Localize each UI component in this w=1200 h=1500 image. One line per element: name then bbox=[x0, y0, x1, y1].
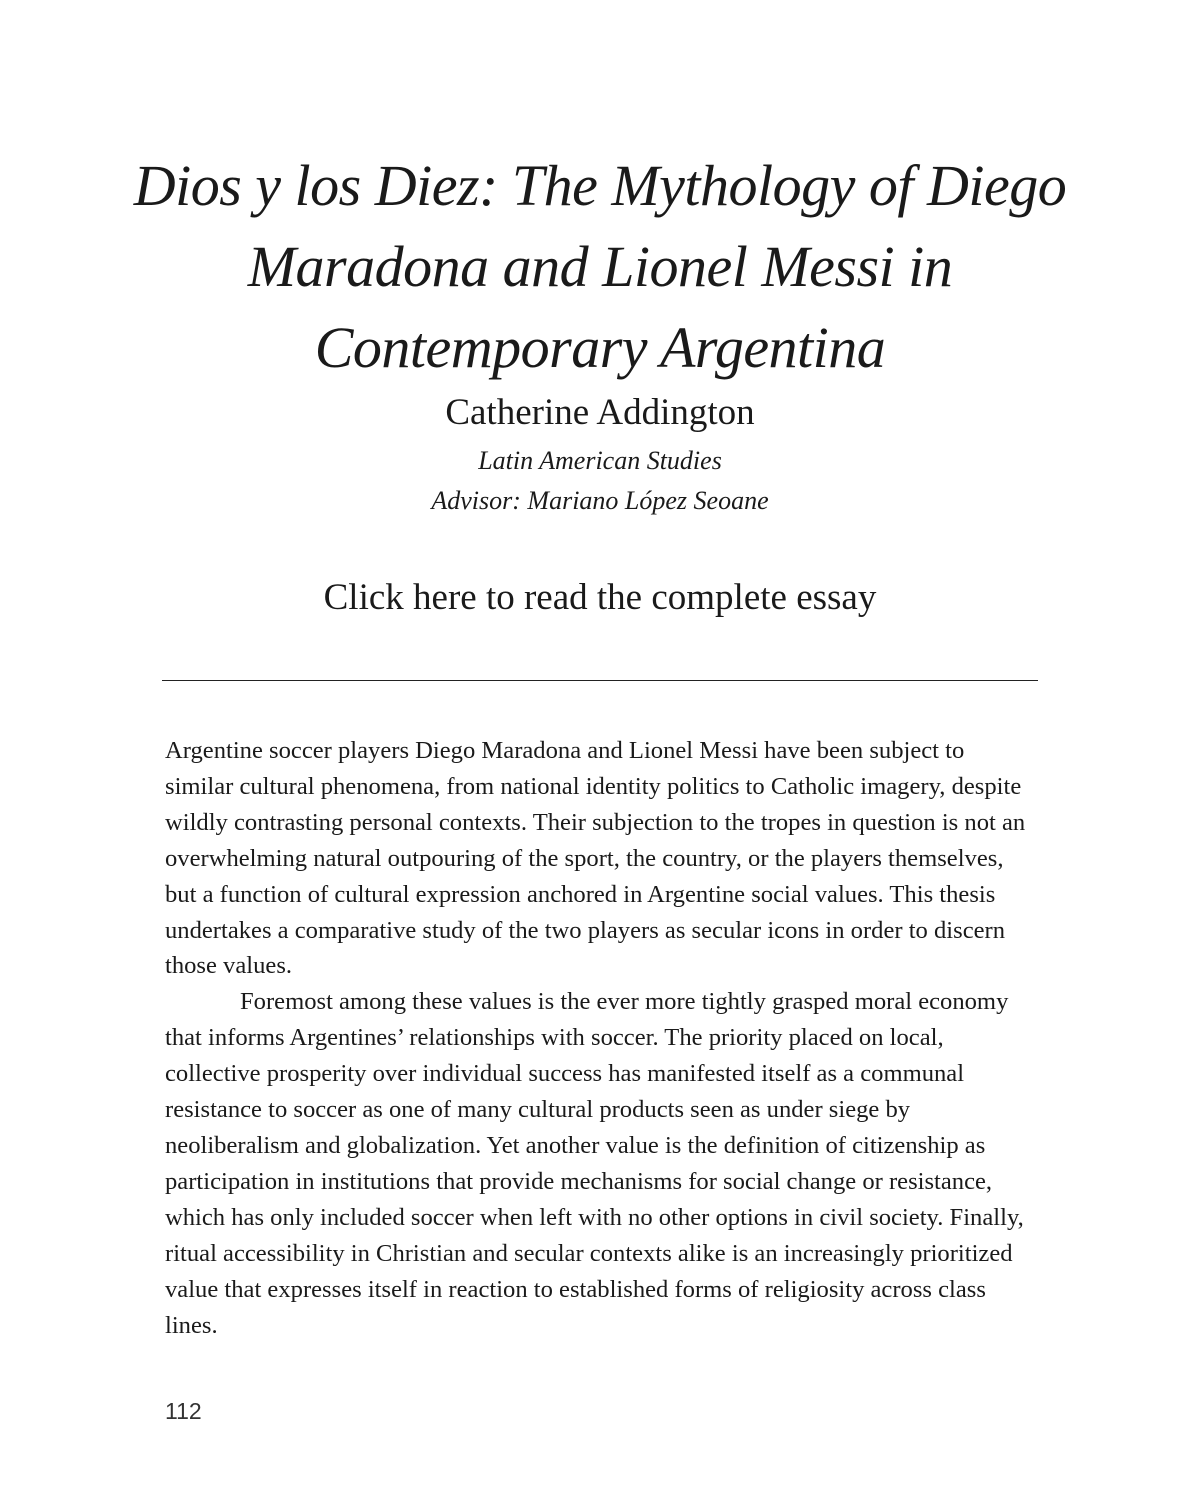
department: Latin American Studies bbox=[478, 446, 722, 475]
page-number: 112 bbox=[165, 1398, 202, 1424]
article-title: Dios y los Diez: The Mythology of Diego Maradona and Lionel Messi in Contemporary Argentina bbox=[133, 153, 1067, 380]
author-name: Catherine Addington bbox=[445, 392, 755, 433]
abstract-paragraph-2: Foremost among these values is the ever more tightly grasped moral economy that informs Argentines’ relationships with soccer. The priority placed on local, collective prosperity over individual success has manifested itself as a communal resistance to soccer as one of many cultural products seen as under siege by neoliberalism and globalization. Yet another value is the definition of citizenship as participation in institutions that provide mechanisms for social change or resistance, which has only included soccer when left with no other options in civil society. Finally, ritual accessibility in Christian and secular contexts alike is an increasingly prioritized value that expresses itself in reaction to established forms of religiosity across class lines. bbox=[165, 988, 1024, 1339]
read-complete-essay-link[interactable]: Click here to read the complete essay bbox=[323, 577, 877, 618]
abstract-paragraph-1: Argentine soccer players Diego Maradona and Lionel Messi have been subject to similar cultural phenomena, from national identity politics to Catholic imagery, despite wildly contrasting personal contexts. Their subjection to the tropes in question is not an overwhelming natural outpouring of the sport, the country, or the players themselves, but a function of cultural expression anchored in Argentine social values. This thesis undertakes a comparative study of the two players as secular icons in order to discern those values. bbox=[165, 737, 1026, 980]
advisor: Advisor: Mariano López Seoane bbox=[431, 486, 769, 515]
section-divider bbox=[162, 680, 1038, 681]
abstract bbox=[165, 733, 1035, 1343]
